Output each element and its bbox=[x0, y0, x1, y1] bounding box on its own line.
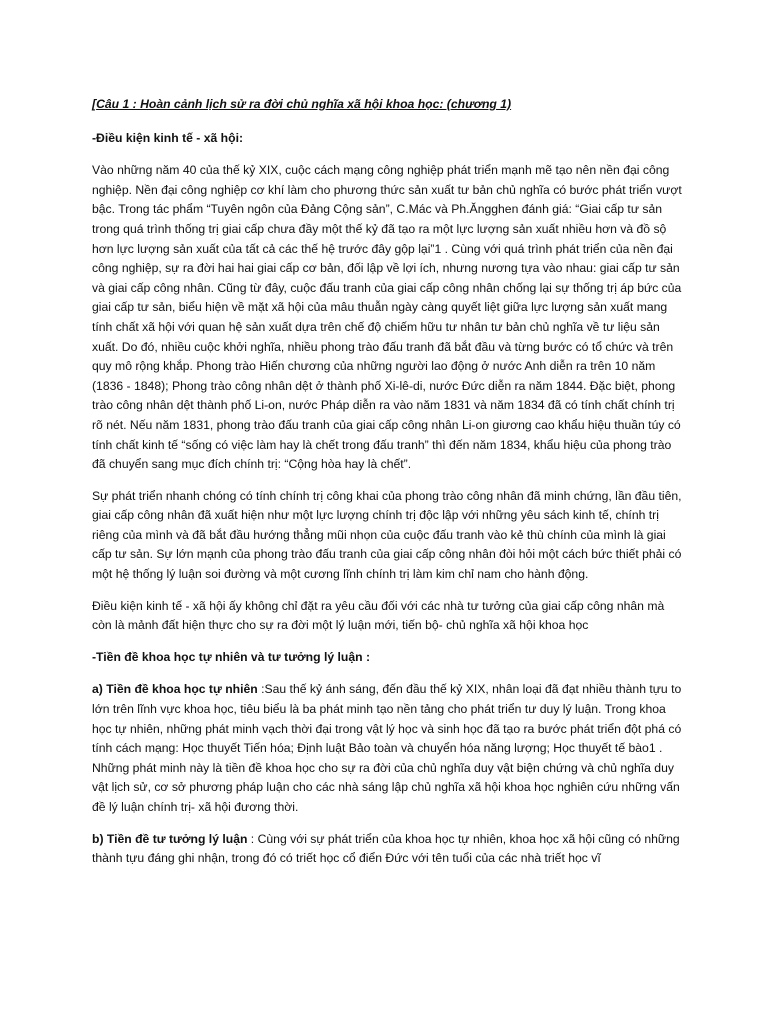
document-page bbox=[92, 95, 682, 881]
section-heading-economic: -Điều kiện kinh tế - xã hội: bbox=[92, 130, 244, 145]
natural-science-lead: a) Tiền đề khoa học tự nhiên bbox=[92, 682, 258, 697]
document-title bbox=[92, 95, 682, 115]
paragraph-workers-movement: Sự phát triển nhanh chóng có tính chính trị công khai của phong trào công nhân đã minh chứng, lần đầu tiên, giai cấp công nhân đã xuất hiện như một lực lượng chính trị độc lập với những yêu sách kinh tế, chính trị riêng của mình và đã bắt đầu hướng thẳng mũi nhọn của cuộc đấu tranh vào kẻ thù chính của mình là giai cấp tư sản. Sự lớn mạnh của phong trào đấu tranh của giai cấp công nhân đòi hỏi một cách bức thiết phải có một hệ thống lý luận soi đường và một cương lĩnh chính trị làm kim chỉ nam cho hành động. bbox=[92, 488, 682, 582]
title-bracket: [ bbox=[92, 97, 97, 111]
paragraph-natural-science bbox=[92, 680, 682, 817]
natural-science-body: :Sau thế kỷ ánh sáng, đến đầu thế kỷ XIX, nhân loại đã đạt nhiều thành tựu to lớn trên lĩnh vực khoa học, tiêu biểu là ba phát minh tạo nền tảng cho phát triển tư duy lý luận. Trong khoa học tự nhiên, những phát minh vạch thời đại trong vật lý học và sinh học đã tạo ra bước phát triển đột phá có tính cách mạng: Học thuyết Tiến hóa; Định luật Bảo toàn và chuyển hóa năng lượng; Học thuyết tế bào1 . Những phát minh này là tiền đề khoa học cho sự ra đời của chủ nghĩa duy vật biện chứng và chủ nghĩa duy vật lịch sử, cơ sở phương pháp luận cho các nhà sáng lập chủ nghĩa xã hội khoa học nghiên cứu những vấn đề lý luận chính trị- xã hội đương thời. bbox=[92, 682, 682, 814]
paragraph-theoretical-premise bbox=[92, 830, 682, 869]
title-text: Câu 1 : Hoàn cảnh lịch sử ra đời chủ nghĩa xã hội khoa học: (chương 1) bbox=[96, 97, 512, 111]
paragraph-economic-conditions: Vào những năm 40 của thế kỷ XIX, cuộc cách mạng công nghiệp phát triển mạnh mẽ tạo nên nền đại công nghiệp. Nền đại công nghiệp cơ khí làm cho phương thức sản xuất tư bản chủ nghĩa có bước phát triển vượt bậc. Trong tác phẩm “Tuyên ngôn của Đảng Cộng sản”, C.Mác và Ph.Ăngghen đánh giá: “Giai cấp tư sản trong quá trình thống trị giai cấp chưa đầy một thế kỷ đã tạo ra một lực lượng sản xuất nhiều hơn và đồ sộ hơn lực lượng sản xuất của tất cả các thế hệ trước đây gộp lại”1 . Cùng với quá trình phát triển của nền đại công nghiệp, sự ra đời hai hai giai cấp cơ bản, đối lập về lợi ích, nhưng nương tựa vào nhau: giai cấp tư sản và giai cấp công nhân. Cũng từ đây, cuộc đấu tranh của giai cấp công nhân chống lại sự thống trị áp bức của giai cấp tư sản, biểu hiện về mặt xã hội của mâu thuẫn ngày càng quyết liệt giữa lực lượng sản xuất mang tính chất xã hội với quan hệ sản xuất dựa trên chế độ chiếm hữu tư nhân tư bản chủ nghĩa về tư liệu sản xuất. Do đó, nhiều cuộc khởi nghĩa, nhiều phong trào đấu tranh đã bắt đầu và từng bước có tổ chức và trên quy mô rộng khắp. Phong trào Hiến chương của những người lao động ở nước Anh diễn ra trên 10 năm (1836 - 1848); Phong trào công nhân dệt ở thành phố Xi-lê-di, nước Đức diễn ra năm 1844. Đặc biệt, phong trào công nhân dệt thành phố Li-on, nước Pháp diễn ra vào năm 1831 và năm 1834 đã có tính chất chính trị rõ nét. Nếu năm 1831, phong trào đấu tranh của giai cấp công nhân Li-on giương cao khẩu hiệu thuần túy có tính chất kinh tế “sống có việc làm hay là chết trong đấu tranh” thì đến năm 1834, khẩu hiệu của phong trào đã chuyển sang mục đích chính trị: “Cộng hòa hay là chết”. bbox=[92, 163, 682, 472]
theoretical-premise-body: : Cùng với sự phát triển của khoa học tự nhiên, khoa học xã hội cũng có những thành tựu đáng ghi nhận, trong đó có triết học cổ điển Đức với tên tuổi của các nhà triết học vĩ bbox=[92, 831, 680, 866]
section-heading-premises: -Tiền đề khoa học tự nhiên và tư tưởng lý luận : bbox=[92, 649, 371, 664]
paragraph-socio-economic-conclusion: Điều kiện kinh tế - xã hội ấy không chỉ đặt ra yêu cầu đối với các nhà tư tưởng của giai cấp công nhân mà còn là mảnh đất hiện thực cho sự ra đời một lý luận mới, tiến bộ- chủ nghĩa xã hội khoa học bbox=[92, 598, 665, 633]
theoretical-premise-lead: b) Tiền đề tư tưởng lý luận bbox=[92, 831, 248, 846]
